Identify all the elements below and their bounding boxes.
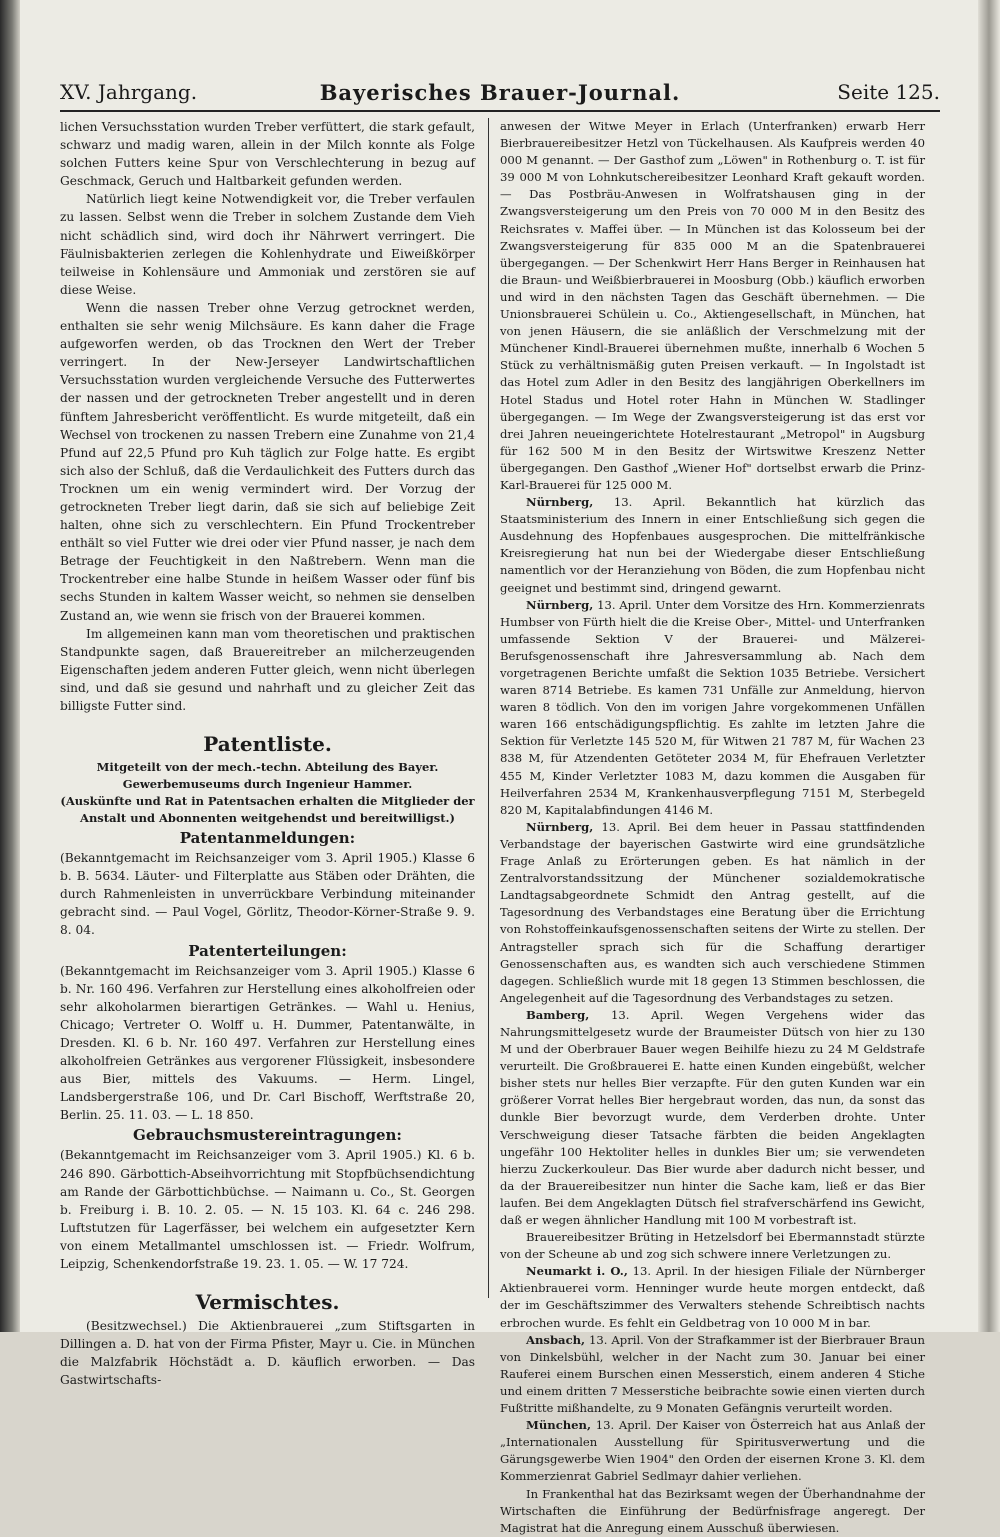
dateline: Nürnberg,	[526, 819, 594, 834]
dateline: Bamberg,	[526, 1007, 590, 1022]
dateline: München,	[526, 1418, 592, 1433]
news-item	[500, 1332, 925, 1417]
paragraph: lichen Versuchsstation wurden Treber verfüttert, die stark gefault, schwarz und madig waren, allein in der Milch konnte als Folge solchen Futters keine Spur von Verschlechterung in bezug auf Geschmack, Geruch und Haltbarkeit gefunden werden.	[60, 120, 475, 189]
page-number: Seite 125.	[837, 80, 940, 104]
miscellaneous-heading: Vermischtes.	[195, 1290, 340, 1315]
paragraph: Brauereibesitzer Brüting in Hetzelsdorf bei Ebermannstadt stürzte von der Scheune ab und zog sich schwere innere Verletzungen zu.	[500, 1230, 925, 1262]
book-binding-shadow	[0, 0, 20, 1332]
dateline: Nürnberg,	[526, 597, 594, 612]
news-text: 13. April. In der hiesigen Filiale der Nürnberger Aktienbrauerei vorm. Henninger wurde heute morgen entdeckt, daß der im Geschäftszimmer des Verwalters stehende Schreibtisch nachts erbrochen wurde. Es fehlt ein Geldbetrag von 10 000 M in bar.	[500, 1264, 926, 1330]
section-heading: Patentanmeldungen:	[179, 829, 356, 848]
news-text: 13. April. Bekanntlich hat kürzlich das Staatsministerium des Innern in einer Entschließung sich gegen die Ausdehnung des Hopfenbaues ausgesprochen. Die mittelfränkische Kreisregierung hat nun bei der Wiedergabe dieser Entschließung namentlich vor der Heranziehung von Böden, die zum Hopfenbau nicht geeignet und bestimmt sind, dringend gewarnt.	[500, 495, 925, 595]
volume-label: XV. Jahrgang.	[60, 80, 198, 104]
news-item	[500, 1263, 925, 1331]
news-text: 13. April. Wegen Vergehens wider das Nahrungsmittelgesetz wurde der Braumeister Dütsch von hier zu 130 M und der Oberbrauer Bauer wegen Beihilfe hiezu zu 24 M Geldstrafe verurteilt. Die Großbrauerei E. hatte einen Kunden eingebüßt, welcher bisher stets nur helles Bier verzapfte. Für den guten Kunden war ein größerer Vorrat helles Bier hergebraut worden, das nun, da sonst das dunkle Bier bevorzugt wurde, dem Verderben drohte. Unter Verschweigung dieser Tatsache färbten die beiden Angeklagten ungefähr 100 Hektoliter helles in dunkles Bier um; sie verwendeten hierzu Zuckerkouleur. Das Bier wurde aber dadurch nicht besser, und da der Brauereibesitzer nun hinter die Sache kam, ließ er das Bier laufen. Bei dem Angeklagten Dütsch fiel strafverschärfend ins Gewicht, daß er wegen ähnlicher Handlung mit 100 M vorbestraft ist.	[500, 1007, 925, 1227]
paragraph: Natürlich liegt keine Notwendigkeit vor, die Treber verfaulen zu lassen. Selbst wenn die Treber in solchem Zustande dem Vieh nicht schädlich sind, wird doch ihr Nährwert verringert. Die Fäulnisbakterien zerlegen die Kohlenhydrate und Eiweißkörper teilweise in Kohlensäure und Ammoniak und zerstören sie auf diese Weise.	[60, 192, 475, 297]
paragraph: In Frankenthal hat das Bezirksamt wegen der Überhandnahme der Wirtschaften die Einführung der Bedürfnisfrage angeregt. Der Magistrat hat die Anregung einem Ausschuß überwiesen.	[500, 1486, 925, 1535]
dateline: Neumarkt i. O.,	[526, 1264, 628, 1279]
news-item	[500, 494, 925, 597]
news-item	[500, 1417, 925, 1485]
header-rule	[60, 110, 940, 112]
patent-list-note: (Auskünfte und Rat in Patentsachen erhalten die Mitglieder der Anstalt und Abonnenten weitgehendst und bereitwilligst.)	[60, 794, 475, 826]
news-text: 13. April. Von der Strafkammer ist der Bierbrauer Braun von Dinkelsbühl, welcher in der Nacht zum 30. Januar bei einer Rauferei einem Burschen einen Messerstich, einem anderen 4 Stiche und einem dritten 7 Messerstiche beibrachte sowie einen vierten durch Fußtritte mißhandelte, zu 9 Monaten Gefängnis verurteilt worden.	[500, 1332, 925, 1416]
patent-list-subheading: Mitgeteilt von der mech.-techn. Abteilung des Bayer. Gewerbemuseums durch Ingenieur Hammer.	[96, 760, 439, 792]
news-item	[500, 597, 925, 819]
right-column	[500, 118, 925, 1537]
journal-title: Bayerisches Brauer-Journal.	[319, 80, 681, 105]
page-header	[60, 80, 940, 106]
section-heading: Patenterteilungen:	[188, 941, 347, 960]
paragraph: Im allgemeinen kann man vom theoretischen und praktischen Standpunkte sagen, daß Brauereitreber an milcherzeugenden Eigenschaften jedem anderen Futter gleich, wenn nicht überlegen sind, und daß sie gesund und nahrhaft und zu gleicher Zeit das billigste Futter sind.	[60, 626, 475, 713]
paragraph: (Bekanntgemacht im Reichsanzeiger vom 3. April 1905.) Klasse 6 b. B. 5634. Läuter- und Filterplatte aus Stäben oder Drähten, die durch Rahmenleisten in unverrückbare Verbindung miteinander gebracht sind. — Paul Vogel, Görlitz, Theodor-Körner-Straße 9. 9. 8. 04.	[60, 851, 475, 938]
left-column	[60, 118, 475, 1389]
news-text: 13. April. Der Kaiser von Österreich hat aus Anlaß der „Internationalen Ausstellung für Spiritusverwertung und die Gärungsgewerbe Wien 1904" den Orden der eisernen Krone 3. Kl. dem Kommerzienrat Gabriel Sedlmayr dahier verliehen.	[500, 1418, 925, 1484]
page-edge	[978, 0, 1000, 1332]
column-divider	[488, 118, 489, 1298]
dateline: Nürnberg,	[526, 495, 594, 510]
news-text: 13. April. Unter dem Vorsitze des Hrn. Kommerzienrats Humbser von Fürth hielt die die Kreise Ober-, Mittel- und Unterfranken umfassende Sektion V der Brauerei- und Mälzerei-Berufsgenossenschaft ihre Jahresversammlung ab. Nach dem vorgetragenen Berichte umfaßt die Sektion 1035 Betriebe. Versichert waren 8714 Betriebe. Es kamen 731 Unfälle zur Anmeldung, hiervon waren 8 tödlich. Von den im vorigen Jahre vorgekommenen Unfällen waren 166 entschädigungspflichtig. Es zahlte im letzten Jahre die Sektion für Verletzte 145 520 M, für Witwen 21 787 M, für Wachen 23 838 M, für Atzendenten Getöteter 2034 M, für Ehefrauen Verletzter 455 M, Kinder Verletzter 1083 M, dazu kommen die Ausgaben für Heilverfahren 2534 M, Krankenhausverpflegung 7151 M, Sterbegeld 820 M, Kapitalabfindungen 4146 M.	[500, 597, 925, 817]
paragraph: Wenn die nassen Treber ohne Verzug getrocknet werden, enthalten sie sehr wenig Milchsäure. Es kann daher die Frage aufgeworfen werden, ob das Trocknen den Wert der Treber verringert. In der New-Jerseyer Landwirtschaftlichen Versuchsstation wurden vergleichende Versuche des Futterwertes der nassen und der getrockneten Treber angestellt und in deren fünftem Jahresbericht veröffentlicht. Es wurde mitgeteilt, daß ein Wechsel von trockenen zu nassen Trebern eine Zunahme von 21,4 Pfund auf 22,5 Pfund pro Kuh täglich zur Folge hatte. Es ergibt sich also der Schluß, daß die Verdaulichkeit des Futters durch das Trocknen um ein wenig vermindert wird. Der Vorzug der getrockneten Treber liegt darin, daß sie sich auf beliebige Zeit halten, ohne sich zu verschlechtern. Ein Pfund Trockentreber enthält so viel Futter wie drei oder vier Pfund nasser, je nach dem Betrage der Feuchtigkeit in den Naßtrebern. Wenn man die Trockentreber eine halbe Stunde in heißem Wasser oder fünf bis sechs Stunden in kaltem Wasser weicht, so nehmen sie denselben Zustand an, wie wenn sie frisch von der Brauerei kommen.	[60, 300, 475, 623]
patent-list-heading: Patentliste.	[203, 732, 332, 757]
news-item	[500, 819, 925, 1007]
news-text: 13. April. Bei dem heuer in Passau stattfindenden Verbandstage der bayerischen Gastwirte wird eine grundsätzliche Frage Anlaß zu Erörterungen geben. Es hat nämlich in der Zentralvorstandssitzung der Münchener sozialdemokratische Landtagsabgeordnete Schmidt den Antrag gestellt, auf die Tagesordnung des Verbandstages eine Beratung über die Errichtung von Rohstoffeinkaufsgenossenschaften seitens der Wirte zu stellen. Der Antragsteller sprach sich für die Schaffung derartiger Genossenschaften aus, es wandten sich auch verschiedene Stimmen dagegen. Schließlich wurde mit 18 gegen 13 Stimmen beschlossen, die Angelegenheit auf die Tagesordnung des Verbandstages zu setzen.	[500, 819, 925, 1005]
paragraph: (Bekanntgemacht im Reichsanzeiger vom 3. April 1905.) Klasse 6 b. Nr. 160 496. Verfahren zur Herstellung eines alkoholfreien oder sehr alkoholarmen bierartigen Getränkes. — Wahl u. Henius, Chicago; Vertreter O. Wolff u. H. Dummer, Patentanwälte, in Dresden. Kl. 6 b. Nr. 160 497. Verfahren zur Herstellung eines alkoholfreien Getränkes aus vergorener Flüssigkeit, insbesondere aus Bier, mittels des Vakuums. — Herm. Lingel, Landsbergerstraße 106, und Dr. Carl Bischoff, Werftstraße 20, Berlin. 25. 11. 03. — L. 18 850.	[60, 963, 475, 1123]
news-item	[500, 1007, 925, 1229]
section-heading: Gebrauchsmustereintragungen:	[133, 1126, 402, 1145]
paragraph: (Besitzwechsel.) Die Aktienbrauerei „zum Stiftsgarten in Dillingen a. D. hat von der Firma Pfister, Mayr u. Cie. in München die Malzfabrik Höchstädt a. D. käuflich erworben. — Das Gastwirtschafts-	[60, 1319, 475, 1388]
paragraph: (Bekanntgemacht im Reichsanzeiger vom 3. April 1905.) Kl. 6 b. 246 890. Gärbottich-Abseihvorrichtung mit Stopfbüchsendichtung am Rande der Gärbottichbüchse. — Naimann u. Co., St. Georgen b. Freiburg i. B. 10. 2. 05. — N. 15 103. Kl. 64 c. 246 298. Luftstutzen für Lagerfässer, bei welchem ein aufgesetzter Kern von einem Metallmantel umschlossen ist. — Friedr. Wolfrum, Leipzig, Schenkendorfstraße 19. 23. 1. 05. — W. 17 724.	[60, 1148, 475, 1271]
paragraph: anwesen der Witwe Meyer in Erlach (Unterfranken) erwarb Herr Bierbrauereibesitzer Hetzl von Tückelhausen. Als Kaufpreis werden 40 000 M genannt. — Der Gasthof zum „Löwen" in Rothenburg o. T. ist für 39 000 M von Lohnkutschereibesitzer Leonhard Kraft gekauft worden. — Das Postbräu-Anwesen in Wolfratshausen ging in der Zwangsversteigerung um den Preis von 70 000 M in den Besitz des Reichsrates v. Maffei über. — In München ist das Kolosseum bei der Zwangsversteigerung für 835 000 M an die Spatenbrauerei übergegangen. — Der Schenkwirt Herr Hans Berger in Reinhausen hat die Braun- und Weißbierbrauerei in Moosburg (Obb.) käuflich erworben und wird in den nächsten Tagen das Geschäft übernehmen. — Die Unionsbrauerei Schülein u. Co., Aktiengesellschaft, in München, hat von jenen Häusern, die sie anläßlich der Verschmelzung mit der Münchener Kindl-Brauerei übernehmen mußte, innerhalb 6 Wochen 5 Stück zu verhältnismäßig guten Preisen verkauft. — In Ingolstadt ist das Hotel zum Adler in den Besitz des langjährigen Oberkellners im Hotel Stadus und Hotel roter Hahn in München W. Stadlinger übergegangen. — Im Wege der Zwangsversteigerung ist das erst vor drei Jahren neueingerichtete Hotelrestaurant „Metropol" in Augsburg für 162 500 M in den Besitz der Wirtswitwe Kreszenz Netter übergegangen. Den Gasthof „Wiener Hof" dortselbst erwarb die Prinz-Karl-Brauerei für 125 000 M.	[500, 119, 925, 492]
dateline: Ansbach,	[526, 1332, 586, 1347]
